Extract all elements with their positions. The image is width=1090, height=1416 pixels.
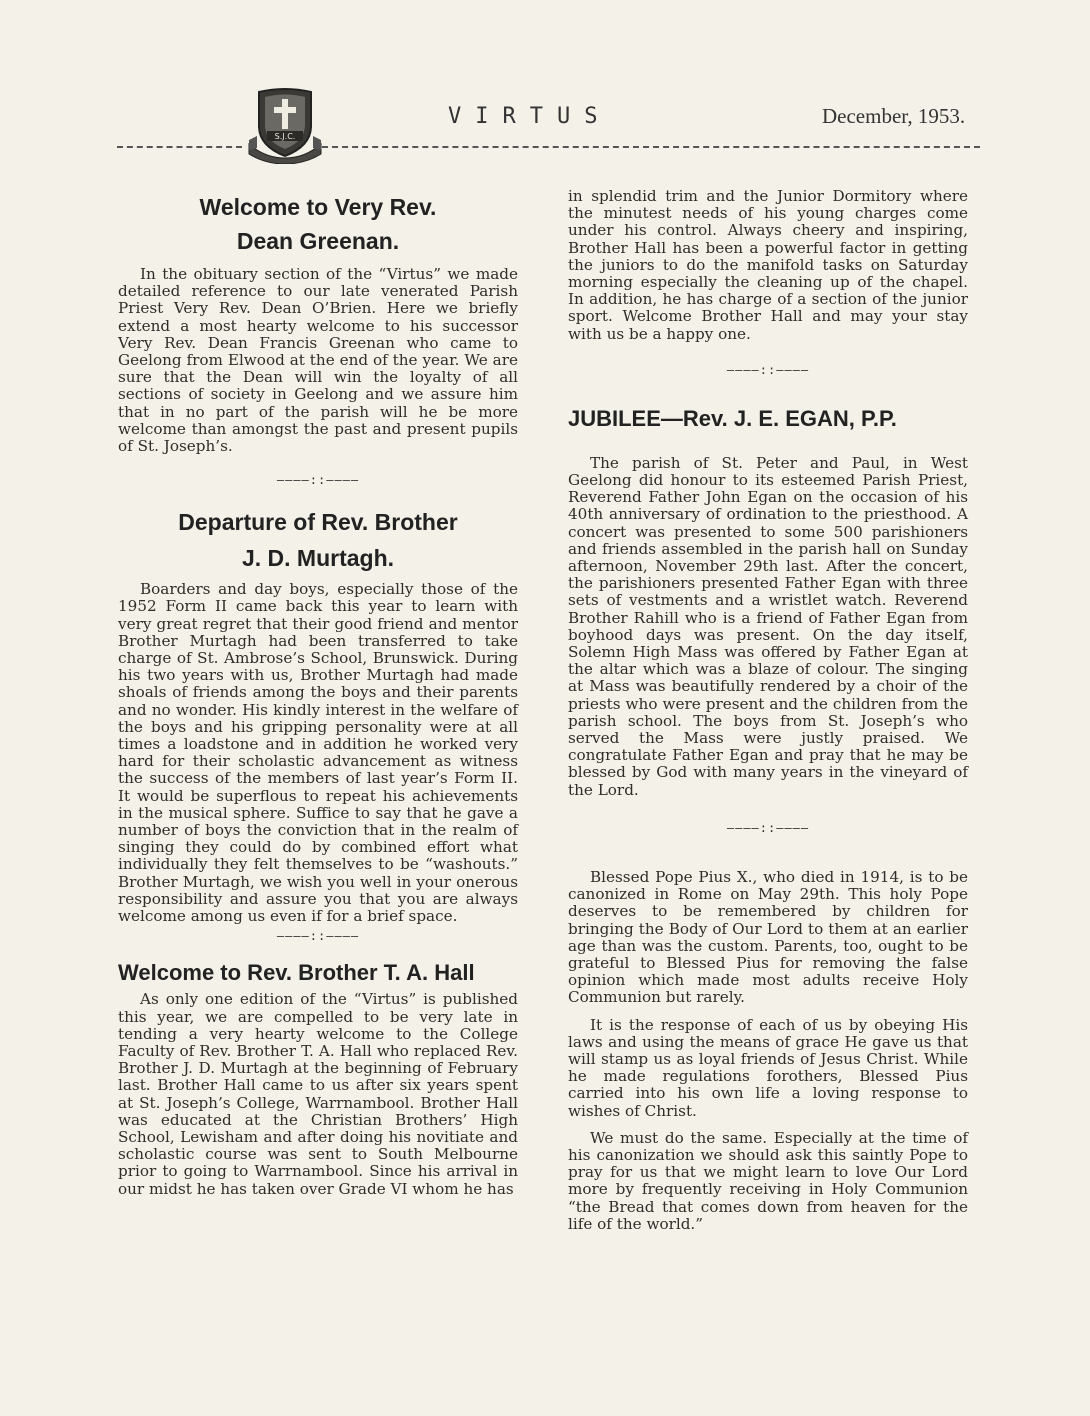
article-departure-body: Boarders and day boys, especially those of the 1952 Form II came back this year to learn with very great regret that their good friend and mentor Brother Murtagh had been transferred to take charge of St. Ambrose’s School, Brunswick. During his two years with us, Brother Murtagh had made shoals of friends among the boys and their parents and no wonder. His kindly interest in the welfare of the boys and his gripping personality were at all times a loadstone and in addition he worked very hard for their scholastic advancement as witness the success of the members of last year’s Form II. It would be superflous to repeat his achievements in the musical sphere. Suffice to say that he gave a number of boys the conviction that in the realm of singing they could do by combined effort what individually they felt themselves to be “washouts.” Brother Murtagh, we wish you well in your onerous responsibility and assure you that you are always welcome among us even if for a brief space.	[118, 580, 518, 926]
headline-departure-line1: Departure of Rev. Brother	[178, 509, 458, 536]
section-separator: ————::————	[276, 473, 360, 488]
section-separator: ————::————	[276, 929, 360, 944]
article-pius-para3: We must do the same. Especially at the time of his canonization we should ask this saintly Pope to pray for us that we might learn to love Our Lord more by frequently receiving in Holy Communion “the Bread that comes down from heaven for the life of the world.”	[568, 1128, 968, 1233]
headline-welcome-hall: Welcome to Rev. Brother T. A. Hall	[118, 960, 475, 986]
article-welcome-hall-continued: in splendid trim and the Junior Dormitory where the minutest needs of his young charges come under his control. Always cheery and inspiring, Brother Hall has been a powerful factor in getting the juniors to do the manifold tasks on Saturday morning especially the cleaning up of the chapel. In addition, he has charge of a section of the junior sport. Welcome Brother Hall and may your stay with us be a happy one.	[568, 187, 968, 343]
headline-jubilee: JUBILEE—Rev. J. E. EGAN, P.P.	[568, 405, 897, 431]
masthead-rule-left	[117, 146, 242, 148]
article-jubilee-body: The parish of St. Peter and Paul, in West Geelong did honour to its esteemed Parish Priest, Reverend Father John Egan on the occasion of his 40th anniversary of ordination to the priesthood. A concert was presented to some 500 parishioners and friends assembled in the parish hall on Sunday afternoon, November 29th last. After the concert, the parishioners presented Father Egan with three sets of vestments and a wristlet watch. Reverend Brother Rahill who is a friend of Father Egan from boyhood days was present. On the day itself, Solemn High Mass was offered by Father Egan at the altar which was a blaze of colour. The singing at Mass was beautifully rendered by a choir of the priests who were present and the children from the parish school. The boys from St. Joseph’s who served the Mass were justly praised. We congratulate Father Egan and pray that he may be blessed by God with many years in the vineyard of the Lord.	[568, 453, 968, 799]
section-separator: ————::————	[726, 820, 810, 835]
left-column	[118, 188, 518, 1198]
masthead	[0, 84, 1090, 174]
article-welcome-dean-body: In the obituary section of the “Virtus” we made detailed reference to our late venerated Parish Priest Very Rev. Dean O’Brien. Here we briefly extend a most hearty welcome to his successor Very Rev. Dean Francis Greenan who came to Geelong from Elwood at the end of the year. We are sure that the Dean will win the loyalty of all sections of society in Geelong and we assure him that in no part of the parish will he be more welcome than amongst the past and present pupils of St. Joseph’s.	[118, 265, 518, 456]
issue-date: December, 1953.	[822, 104, 966, 128]
article-pius-para1: Blessed Pope Pius X., who died in 1914, is to be canonized in Rome on May 29th. This holy Pope deserves to be remembered by children for bringing the Body of Our Lord to them at an earlier age than was the custom. Parents, too, ought to be grateful to Blessed Pius for removing the false opinion which made most adults receive Holy Communion but rarely.	[568, 867, 968, 1007]
svg-text:S.J.C.: S.J.C.	[274, 132, 296, 141]
masthead-rule-right	[322, 146, 980, 148]
school-crest-icon	[245, 84, 325, 164]
article-pius-para2: It is the response of each of us by obeying His laws and using the means of grace He gave us that will stamp us as loyal friends of Jesus Christ. While he made regulations forothers, Blessed Pius carried into his own life a loving response to wishes of Christ.	[568, 1015, 968, 1120]
article-welcome-hall-body: As only one edition of the “Virtus” is published this year, we are compelled to be very late in tending a very hearty welcome to the College Faculty of Rev. Brother T. A. Hall who replaced Rev. Brother J. D. Murtagh at the beginning of February last. Brother Hall came to us after six years spent at St. Joseph’s College, Warrnambool. Brother Hall was educated at the Christian Brothers’ High School, Lewisham and after doing his novitiate and scholastic course was sent to South Melbourne prior to going to Warrnambool. Since his arrival in our midst he has taken over Grade VI whom he has	[118, 990, 518, 1198]
headline-departure-line2: J. D. Murtagh.	[241, 545, 395, 572]
headline-welcome-dean-line2: Dean Greenan.	[236, 228, 400, 254]
headline-welcome-dean-line1: Welcome to Very Rev.	[199, 194, 437, 220]
right-column	[568, 188, 968, 1233]
publication-title: VIRTUS	[448, 104, 612, 129]
section-separator: ————::————	[726, 362, 810, 377]
